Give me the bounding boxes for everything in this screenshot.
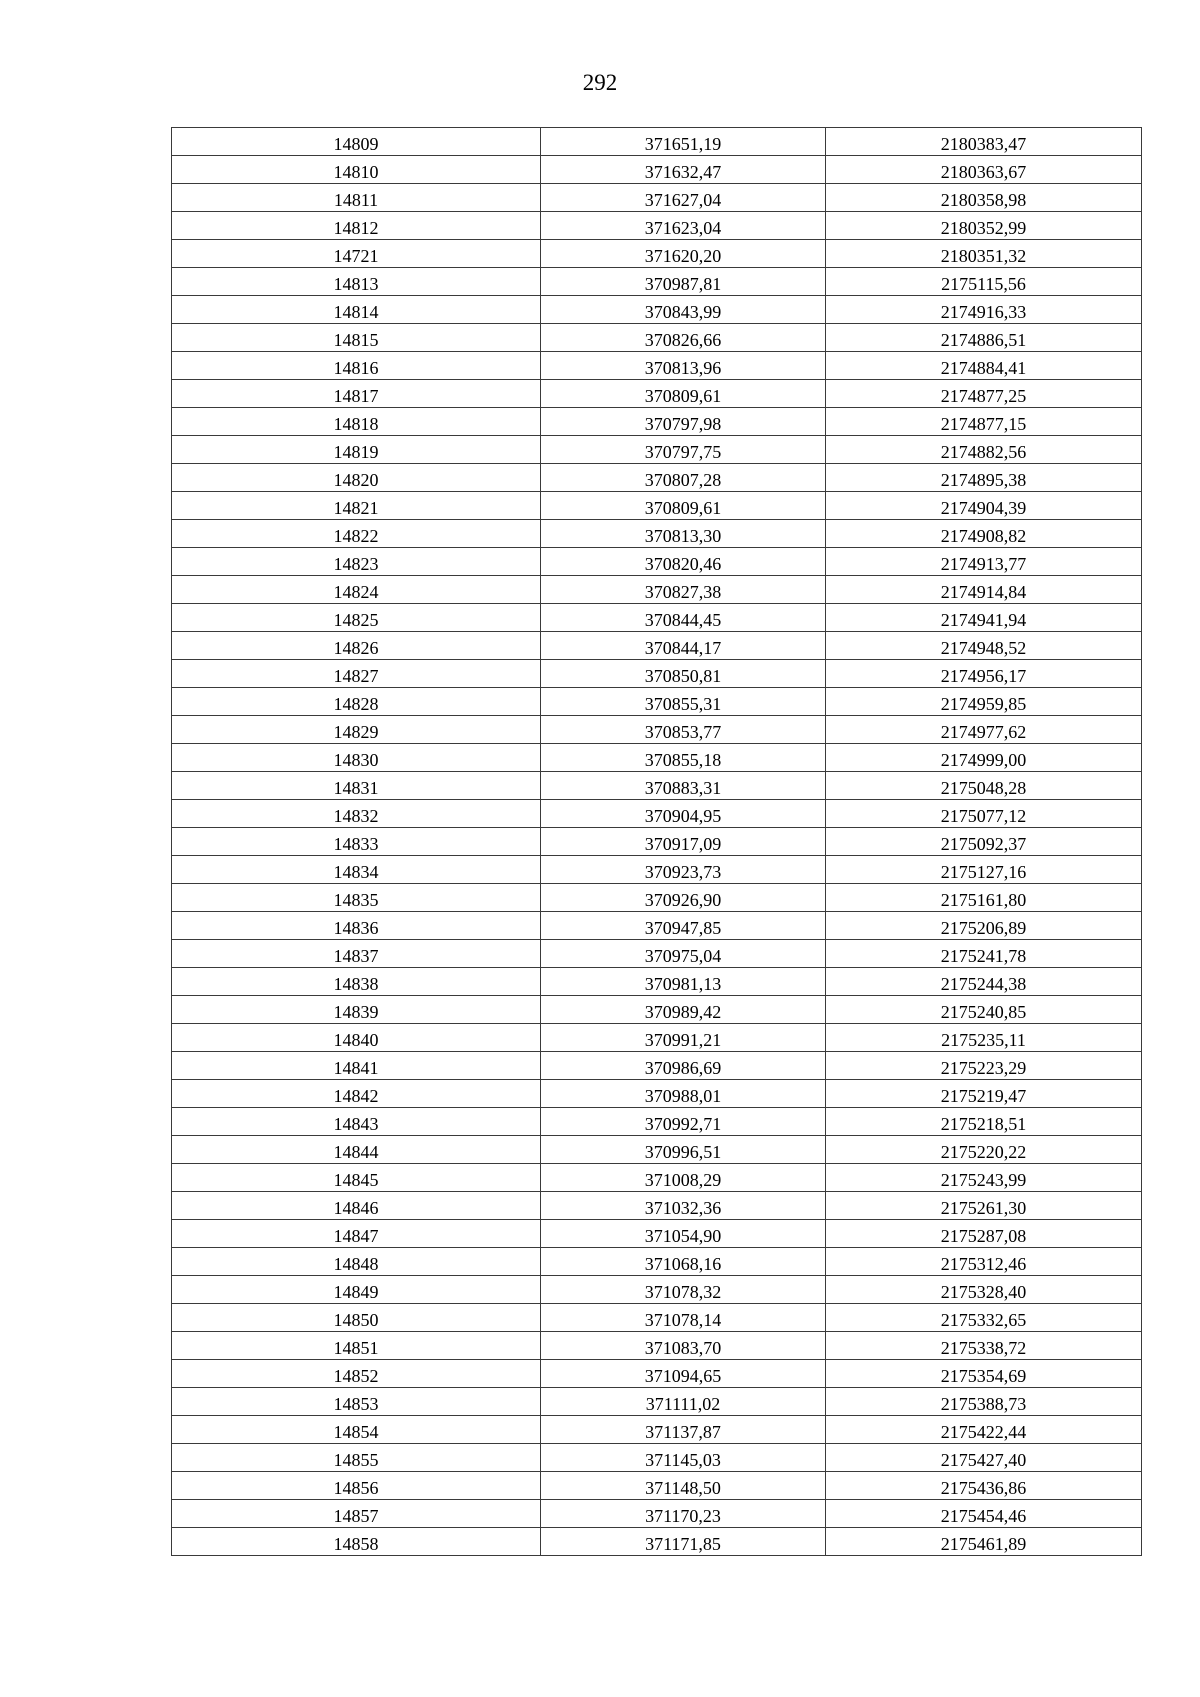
table-row [172,184,1142,212]
x-coordinate-cell: 370883,31 [541,772,826,800]
y-coordinate-cell: 2175354,69 [826,1360,1142,1388]
y-coordinate-cell: 2175461,89 [826,1528,1142,1556]
point-number-cell: 14821 [172,492,541,520]
coordinates-table-body [172,128,1142,1556]
table-row [172,912,1142,940]
x-coordinate-cell: 370989,42 [541,996,826,1024]
y-coordinate-cell: 2174877,15 [826,408,1142,436]
point-number-cell: 14839 [172,996,541,1024]
point-number-cell: 14721 [172,240,541,268]
x-coordinate-cell: 370797,75 [541,436,826,464]
x-coordinate-cell: 371111,02 [541,1388,826,1416]
table-row [172,1444,1142,1472]
x-coordinate-cell: 371078,32 [541,1276,826,1304]
x-coordinate-cell: 371137,87 [541,1416,826,1444]
y-coordinate-cell: 2174908,82 [826,520,1142,548]
point-number-cell: 14857 [172,1500,541,1528]
table-row [172,716,1142,744]
table-row [172,1080,1142,1108]
y-coordinate-cell: 2174914,84 [826,576,1142,604]
table-row [172,1332,1142,1360]
x-coordinate-cell: 370807,28 [541,464,826,492]
y-coordinate-cell: 2180383,47 [826,128,1142,156]
table-row [172,576,1142,604]
x-coordinate-cell: 370813,30 [541,520,826,548]
point-number-cell: 14815 [172,324,541,352]
x-coordinate-cell: 370813,96 [541,352,826,380]
point-number-cell: 14814 [172,296,541,324]
point-number-cell: 14855 [172,1444,541,1472]
x-coordinate-cell: 370917,09 [541,828,826,856]
x-coordinate-cell: 370850,81 [541,660,826,688]
point-number-cell: 14854 [172,1416,541,1444]
y-coordinate-cell: 2175338,72 [826,1332,1142,1360]
point-number-cell: 14811 [172,184,541,212]
point-number-cell: 14824 [172,576,541,604]
table-row [172,1528,1142,1556]
y-coordinate-cell: 2174916,33 [826,296,1142,324]
y-coordinate-cell: 2174886,51 [826,324,1142,352]
y-coordinate-cell: 2175436,86 [826,1472,1142,1500]
y-coordinate-cell: 2174977,62 [826,716,1142,744]
y-coordinate-cell: 2174882,56 [826,436,1142,464]
table-row [172,296,1142,324]
table-row [172,1136,1142,1164]
x-coordinate-cell: 370986,69 [541,1052,826,1080]
x-coordinate-cell: 370809,61 [541,492,826,520]
y-coordinate-cell: 2180351,32 [826,240,1142,268]
y-coordinate-cell: 2175241,78 [826,940,1142,968]
y-coordinate-cell: 2180358,98 [826,184,1142,212]
point-number-cell: 14809 [172,128,541,156]
x-coordinate-cell: 370855,31 [541,688,826,716]
point-number-cell: 14835 [172,884,541,912]
point-number-cell: 14828 [172,688,541,716]
y-coordinate-cell: 2175328,40 [826,1276,1142,1304]
point-number-cell: 14817 [172,380,541,408]
x-coordinate-cell: 370996,51 [541,1136,826,1164]
y-coordinate-cell: 2175261,30 [826,1192,1142,1220]
y-coordinate-cell: 2175219,47 [826,1080,1142,1108]
table-row [172,688,1142,716]
x-coordinate-cell: 370947,85 [541,912,826,940]
x-coordinate-cell: 370992,71 [541,1108,826,1136]
x-coordinate-cell: 370820,46 [541,548,826,576]
x-coordinate-cell: 370826,66 [541,324,826,352]
table-row [172,1388,1142,1416]
point-number-cell: 14849 [172,1276,541,1304]
x-coordinate-cell: 370926,90 [541,884,826,912]
table-row [172,968,1142,996]
y-coordinate-cell: 2175127,16 [826,856,1142,884]
table-row [172,604,1142,632]
point-number-cell: 14842 [172,1080,541,1108]
x-coordinate-cell: 371632,47 [541,156,826,184]
x-coordinate-cell: 370855,18 [541,744,826,772]
x-coordinate-cell: 371170,23 [541,1500,826,1528]
y-coordinate-cell: 2175427,40 [826,1444,1142,1472]
table-row [172,268,1142,296]
y-coordinate-cell: 2175218,51 [826,1108,1142,1136]
y-coordinate-cell: 2175312,46 [826,1248,1142,1276]
point-number-cell: 14843 [172,1108,541,1136]
y-coordinate-cell: 2175092,37 [826,828,1142,856]
table-row [172,1472,1142,1500]
y-coordinate-cell: 2174959,85 [826,688,1142,716]
table-row [172,240,1142,268]
table-row [172,884,1142,912]
y-coordinate-cell: 2175220,22 [826,1136,1142,1164]
point-number-cell: 14822 [172,520,541,548]
table-row [172,828,1142,856]
point-number-cell: 14816 [172,352,541,380]
x-coordinate-cell: 370827,38 [541,576,826,604]
x-coordinate-cell: 371083,70 [541,1332,826,1360]
point-number-cell: 14852 [172,1360,541,1388]
point-number-cell: 14823 [172,548,541,576]
table-row [172,1276,1142,1304]
table-row [172,464,1142,492]
table-row [172,324,1142,352]
point-number-cell: 14827 [172,660,541,688]
point-number-cell: 14848 [172,1248,541,1276]
point-number-cell: 14847 [172,1220,541,1248]
point-number-cell: 14813 [172,268,541,296]
table-row [172,660,1142,688]
y-coordinate-cell: 2175235,11 [826,1024,1142,1052]
table-row [172,632,1142,660]
y-coordinate-cell: 2175115,56 [826,268,1142,296]
point-number-cell: 14812 [172,212,541,240]
y-coordinate-cell: 2175161,80 [826,884,1142,912]
point-number-cell: 14844 [172,1136,541,1164]
table-row [172,772,1142,800]
point-number-cell: 14836 [172,912,541,940]
x-coordinate-cell: 371008,29 [541,1164,826,1192]
point-number-cell: 14845 [172,1164,541,1192]
y-coordinate-cell: 2175332,65 [826,1304,1142,1332]
point-number-cell: 14834 [172,856,541,884]
point-number-cell: 14858 [172,1528,541,1556]
y-coordinate-cell: 2175206,89 [826,912,1142,940]
table-row [172,1304,1142,1332]
x-coordinate-cell: 371032,36 [541,1192,826,1220]
table-row [172,548,1142,576]
table-row [172,492,1142,520]
table-row [172,1108,1142,1136]
point-number-cell: 14853 [172,1388,541,1416]
table-row [172,128,1142,156]
point-number-cell: 14820 [172,464,541,492]
table-row [172,1416,1142,1444]
table-row [172,1192,1142,1220]
table-row [172,1220,1142,1248]
y-coordinate-cell: 2174941,94 [826,604,1142,632]
x-coordinate-cell: 371145,03 [541,1444,826,1472]
x-coordinate-cell: 370904,95 [541,800,826,828]
table-row [172,1024,1142,1052]
x-coordinate-cell: 371148,50 [541,1472,826,1500]
table-row [172,408,1142,436]
table-row [172,520,1142,548]
table-row [172,212,1142,240]
point-number-cell: 14837 [172,940,541,968]
y-coordinate-cell: 2175454,46 [826,1500,1142,1528]
x-coordinate-cell: 370923,73 [541,856,826,884]
point-number-cell: 14833 [172,828,541,856]
y-coordinate-cell: 2174877,25 [826,380,1142,408]
table-row [172,352,1142,380]
table-row [172,744,1142,772]
x-coordinate-cell: 371054,90 [541,1220,826,1248]
point-number-cell: 14851 [172,1332,541,1360]
y-coordinate-cell: 2175240,85 [826,996,1142,1024]
x-coordinate-cell: 370987,81 [541,268,826,296]
x-coordinate-cell: 370809,61 [541,380,826,408]
point-number-cell: 14830 [172,744,541,772]
point-number-cell: 14838 [172,968,541,996]
table-row [172,1248,1142,1276]
point-number-cell: 14825 [172,604,541,632]
y-coordinate-cell: 2175243,99 [826,1164,1142,1192]
x-coordinate-cell: 371620,20 [541,240,826,268]
y-coordinate-cell: 2175077,12 [826,800,1142,828]
x-coordinate-cell: 370844,45 [541,604,826,632]
x-coordinate-cell: 371623,04 [541,212,826,240]
point-number-cell: 14840 [172,1024,541,1052]
point-number-cell: 14850 [172,1304,541,1332]
y-coordinate-cell: 2180352,99 [826,212,1142,240]
point-number-cell: 14841 [172,1052,541,1080]
x-coordinate-cell: 370797,98 [541,408,826,436]
y-coordinate-cell: 2175287,08 [826,1220,1142,1248]
point-number-cell: 14856 [172,1472,541,1500]
x-coordinate-cell: 371068,16 [541,1248,826,1276]
point-number-cell: 14846 [172,1192,541,1220]
y-coordinate-cell: 2175048,28 [826,772,1142,800]
point-number-cell: 14831 [172,772,541,800]
x-coordinate-cell: 370853,77 [541,716,826,744]
point-number-cell: 14810 [172,156,541,184]
point-number-cell: 14832 [172,800,541,828]
y-coordinate-cell: 2175388,73 [826,1388,1142,1416]
table-row [172,856,1142,884]
table-row [172,380,1142,408]
table-row [172,940,1142,968]
page-number: 292 [582,70,618,95]
y-coordinate-cell: 2174999,00 [826,744,1142,772]
x-coordinate-cell: 370975,04 [541,940,826,968]
y-coordinate-cell: 2180363,67 [826,156,1142,184]
point-number-cell: 14819 [172,436,541,464]
coordinates-table [171,127,1142,1556]
table-row [172,800,1142,828]
y-coordinate-cell: 2174904,39 [826,492,1142,520]
y-coordinate-cell: 2175223,29 [826,1052,1142,1080]
x-coordinate-cell: 370991,21 [541,1024,826,1052]
x-coordinate-cell: 370843,99 [541,296,826,324]
table-row [172,436,1142,464]
table-row [172,996,1142,1024]
x-coordinate-cell: 371078,14 [541,1304,826,1332]
point-number-cell: 14829 [172,716,541,744]
y-coordinate-cell: 2174913,77 [826,548,1142,576]
y-coordinate-cell: 2174884,41 [826,352,1142,380]
table-row [172,1360,1142,1388]
point-number-cell: 14818 [172,408,541,436]
x-coordinate-cell: 370844,17 [541,632,826,660]
y-coordinate-cell: 2174956,17 [826,660,1142,688]
x-coordinate-cell: 370981,13 [541,968,826,996]
point-number-cell: 14826 [172,632,541,660]
y-coordinate-cell: 2175244,38 [826,968,1142,996]
table-row [172,1052,1142,1080]
y-coordinate-cell: 2174895,38 [826,464,1142,492]
table-row [172,156,1142,184]
table-row [172,1500,1142,1528]
x-coordinate-cell: 370988,01 [541,1080,826,1108]
table-row [172,1164,1142,1192]
x-coordinate-cell: 371171,85 [541,1528,826,1556]
y-coordinate-cell: 2175422,44 [826,1416,1142,1444]
x-coordinate-cell: 371627,04 [541,184,826,212]
x-coordinate-cell: 371651,19 [541,128,826,156]
x-coordinate-cell: 371094,65 [541,1360,826,1388]
y-coordinate-cell: 2174948,52 [826,632,1142,660]
